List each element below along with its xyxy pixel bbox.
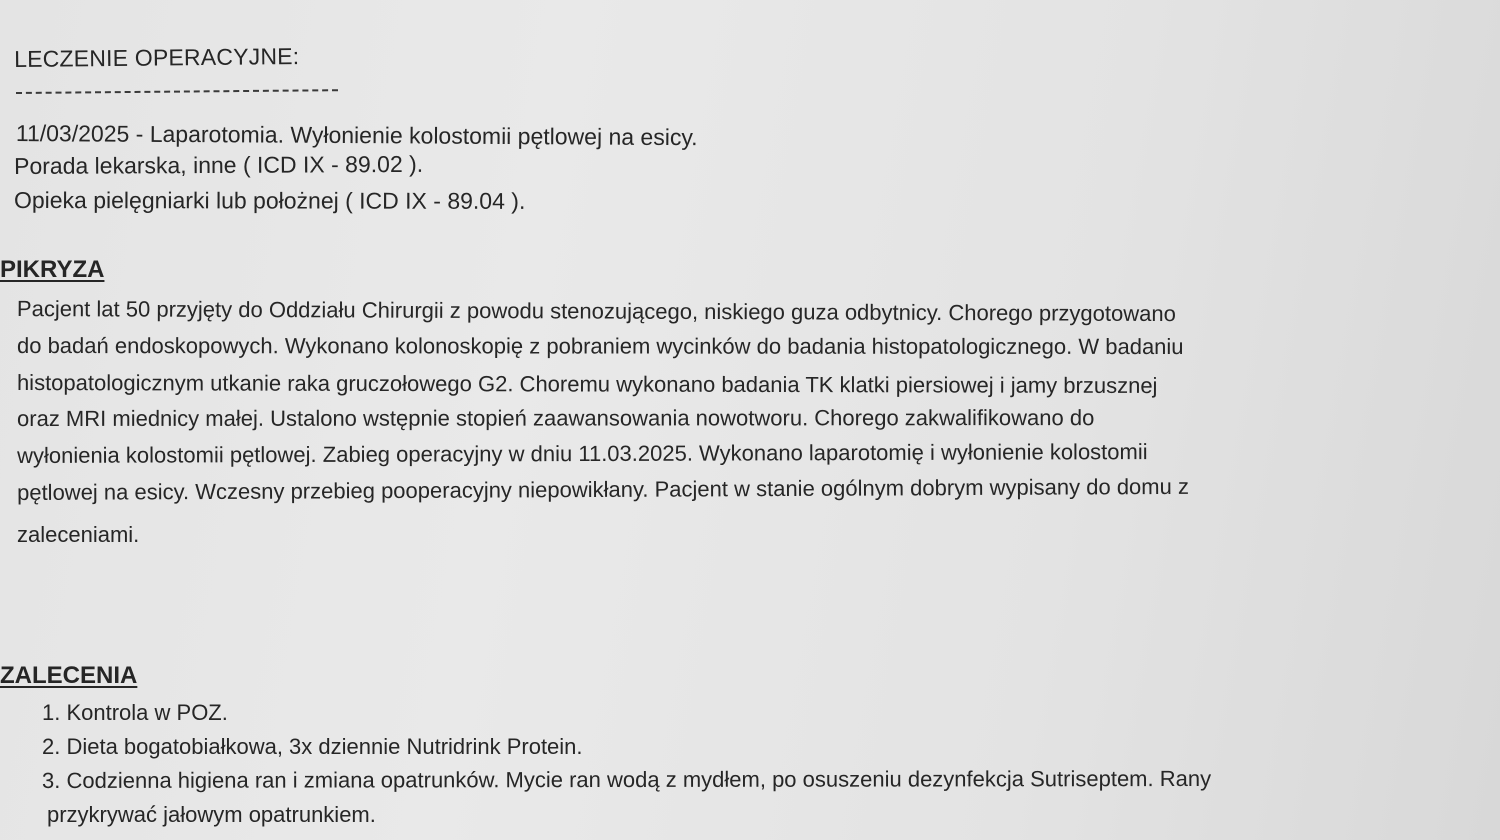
recommendation-item-continuation: przykrywać jałowym opatrunkiem. [47,802,376,827]
epicrisis-line: pętlowej na esicy. Wczesny przebieg pooperacyjny niepowikłany. Pacjent w stanie ogólnym dobrym wypisany do domu z [17,473,1190,505]
procedure-line: 11/03/2025 - Laparotomia. Wyłonienie kolostomii pętlowej na esicy. [15,120,698,151]
recommendations-heading: ZALECENIA [0,662,138,689]
recommendation-item: 3. Codzienna higiena ran i zmiana opatrunków. Mycie ran wodą z mydłem, po osuszeniu dezynfekcja Sutriseptem. Rany [42,765,1212,793]
recommendation-item: 1. Kontrola w POZ. [42,700,228,725]
procedure-line: Porada lekarska, inne ( ICD IX - 89.02 ). [14,150,424,179]
procedure-line: Opieka pielęgniarki lub położnej ( ICD IX - 89.04 ). [13,187,526,214]
recommendation-item: 2. Dieta bogatobiałkowa, 3x dziennie Nutridrink Protein. [42,734,583,759]
epicrisis-line: zaleceniami. [17,522,140,547]
epicrisis-line: oraz MRI miednicy małej. Ustalono wstępnie stopień zaawansowania nowotworu. Chorego zakwalifikowano do [17,405,1095,431]
operative-treatment-heading: LECZENIE OPERACYJNE: [14,43,300,72]
epicrisis-line: wyłonienia kolostomii pętlowej. Zabieg operacyjny w dniu 11.03.2025. Wykonano laparotomię i wyłonienie kolostomii [17,439,1148,468]
epicrisis-heading: PIKRYZA [0,256,105,283]
dashed-divider [16,89,338,94]
epicrisis-line: do badań endoskopowych. Wykonano kolonoskopię z pobraniem wycinków do badania histopatologicznego. W badaniu [16,333,1184,360]
epicrisis-line: histopatologicznym utkanie raka gruczołowego G2. Choremu wykonano badania TK klatki piersiowej i jamy brzusznej [16,370,1158,398]
epicrisis-line: Pacjent lat 50 przyjęty do Oddziału Chirurgii z powodu stenozującego, niskiego guza odbytnicy. Chorego przygotowano [16,296,1176,327]
